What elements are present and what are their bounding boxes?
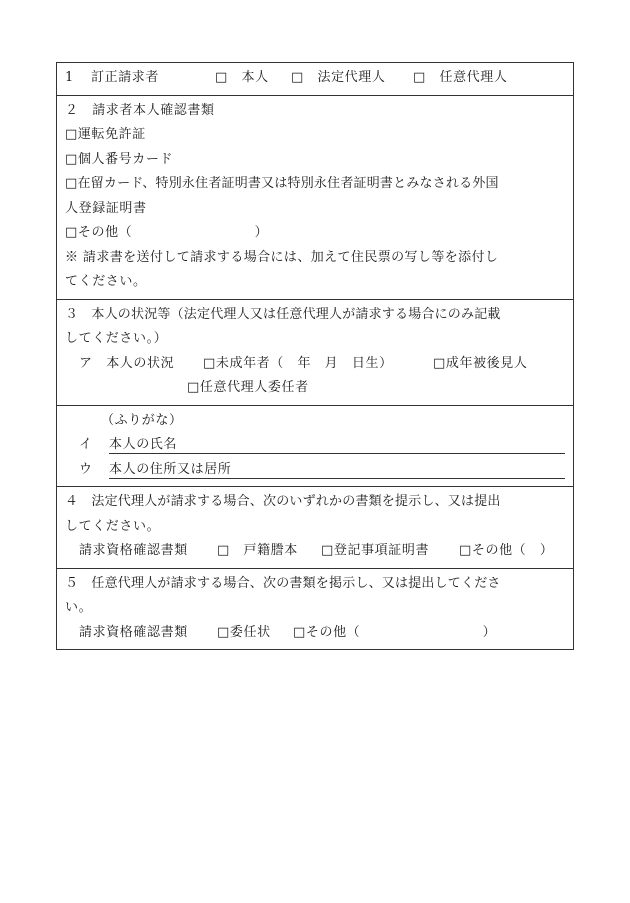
- checkbox-legal-agent[interactable]: □ 法定代理人: [291, 70, 386, 85]
- principal-name-marker: イ: [79, 437, 93, 452]
- legal-agent-docs-label: 請求資格確認書類: [79, 543, 188, 558]
- furigana-label: （ふりがな）: [101, 412, 183, 428]
- section-3-header-continued: してください。）: [65, 331, 168, 346]
- checkbox-voluntary-agent-other[interactable]: □その他（ ）: [293, 624, 497, 640]
- section-identity-documents: [57, 95, 573, 299]
- residence-card-continued: 人登録証明書: [65, 200, 147, 216]
- principal-name-row: [65, 433, 565, 458]
- furigana-row: [65, 409, 565, 434]
- principal-address-marker: ウ: [79, 461, 93, 477]
- requester-label: 訂正請求者: [91, 70, 160, 85]
- checkbox-drivers-license[interactable]: □運転免許証: [65, 127, 146, 142]
- checkbox-minor[interactable]: □未成年者（ 年 月 日生）: [203, 355, 393, 371]
- principal-address-field[interactable]: 本人の住所又は居所: [109, 461, 565, 479]
- section-4-header: ４ 法定代理人が請求する場合、次のいずれかの書類を提示し、又は提出: [65, 494, 501, 509]
- requester-row: [65, 66, 565, 91]
- section-voluntary-agent-documents: [57, 568, 573, 650]
- principal-status-label: ア 本人の状況: [79, 355, 175, 371]
- section-requester: [57, 63, 573, 95]
- principal-name-field[interactable]: 本人の氏名: [109, 436, 565, 454]
- checkbox-legal-agent-other[interactable]: □その他（ ）: [459, 543, 554, 558]
- section-5-header: ５ 任意代理人が請求する場合、次の書類を掲示し、又は提出してくださ: [65, 575, 501, 591]
- principal-status-row: [65, 352, 565, 377]
- checkbox-self[interactable]: □ 本人: [215, 70, 269, 85]
- checkbox-residence-card[interactable]: □在留カード、特別永住者証明書又は特別永住者証明書とみなされる外国: [65, 176, 499, 191]
- section-2-header: ２ 請求者本人確認書類: [65, 102, 215, 118]
- resident-record-note-continued: てください。: [65, 274, 147, 289]
- section-5-header-continued: い。: [65, 600, 93, 615]
- checkbox-other-document[interactable]: □その他（ ）: [65, 225, 269, 240]
- section-1-number: 1: [65, 70, 74, 85]
- voluntary-agent-docs-label: 請求資格確認書類: [79, 624, 188, 640]
- checkbox-voluntary-principal[interactable]: □任意代理人委任者: [187, 380, 309, 395]
- checkbox-power-of-attorney[interactable]: □委任状: [217, 624, 271, 640]
- checkbox-adult-ward[interactable]: □成年被後見人: [433, 355, 528, 371]
- principal-address-row: [65, 458, 565, 483]
- section-4-header-continued: してください。: [65, 518, 161, 534]
- correction-request-form: [56, 62, 574, 650]
- checkbox-my-number-card[interactable]: □個人番号カード: [65, 151, 174, 167]
- principal-status-row-2: [65, 376, 565, 401]
- checkbox-family-register[interactable]: □ 戸籍謄本: [217, 543, 298, 558]
- checkbox-voluntary-agent[interactable]: □ 任意代理人: [413, 70, 508, 85]
- voluntary-agent-docs-row: [65, 621, 565, 646]
- resident-record-note: ※ 請求書を送付して請求する場合には、加えて住民票の写し等を添付し: [65, 249, 499, 265]
- section-principal-status: [57, 299, 573, 405]
- section-principal-identity: [57, 405, 573, 487]
- checkbox-registry-certificate[interactable]: □登記事項証明書: [321, 543, 430, 558]
- section-3-header: ３ 本人の状況等（法定代理人又は任意代理人が請求する場合にのみ記載: [65, 306, 501, 322]
- section-legal-agent-documents: [57, 486, 573, 568]
- legal-agent-docs-row: [65, 539, 565, 564]
